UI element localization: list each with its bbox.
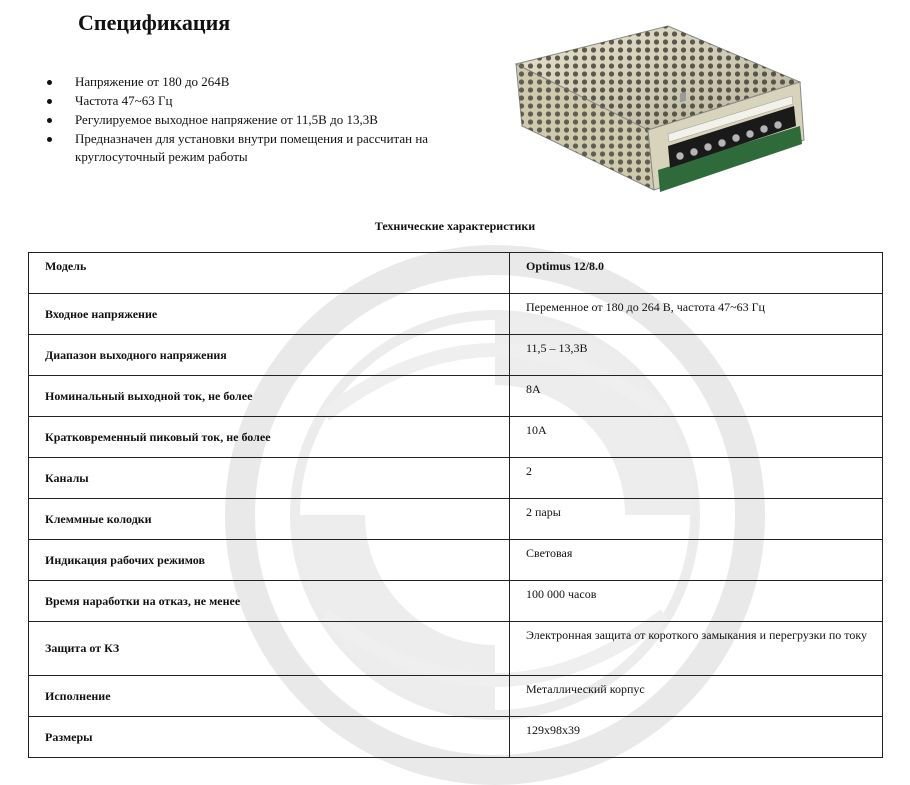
- spec-value: Optimus 12/8.0: [510, 253, 883, 294]
- table-row: [29, 376, 883, 417]
- spec-value: Электронная защита от короткого замыкания и перегрузки по току: [510, 622, 883, 676]
- spec-label: Время наработки на отказ, не менее: [29, 581, 510, 622]
- table-row: [29, 294, 883, 335]
- spec-label: Модель: [29, 253, 510, 294]
- spec-label: Защита от КЗ: [29, 622, 510, 676]
- page-title: Спецификация: [78, 10, 231, 35]
- spec-value: 10А: [510, 417, 883, 458]
- power-supply-image: [508, 22, 808, 208]
- spec-value: 2: [510, 458, 883, 499]
- table-row: [29, 417, 883, 458]
- spec-label: Входное напряжение: [29, 294, 510, 335]
- table-row: [29, 676, 883, 717]
- feature-list: [45, 73, 445, 167]
- table-row: [29, 717, 883, 758]
- spec-value: Переменное от 180 до 264 В, частота 47~63 Гц: [510, 294, 883, 335]
- spec-label: Номинальный выходной ток, не более: [29, 376, 510, 417]
- table-row: [29, 499, 883, 540]
- spec-value: 11,5 – 13,3В: [510, 335, 883, 376]
- spec-label: Размеры: [29, 717, 510, 758]
- spec-label: Клеммные колодки: [29, 499, 510, 540]
- table-caption: Технические характеристики: [374, 219, 536, 233]
- spec-value: 2 пары: [510, 499, 883, 540]
- feature-item: Частота 47~63 Гц: [45, 92, 445, 110]
- spec-label: Каналы: [29, 458, 510, 499]
- table-row: [29, 335, 883, 376]
- table-row: [29, 581, 883, 622]
- spec-value: Металлический корпус: [510, 676, 883, 717]
- table-row: [29, 622, 883, 676]
- spec-label: Исполнение: [29, 676, 510, 717]
- spec-label: Кратковременный пиковый ток, не более: [29, 417, 510, 458]
- spec-label: Индикация рабочих режимов: [29, 540, 510, 581]
- spec-value: 129х98х39: [510, 717, 883, 758]
- feature-item: Регулируемое выходное напряжение от 11,5В до 13,3В: [45, 111, 445, 129]
- feature-item: Предназначен для установки внутри помещения и рассчитан на круглосуточный режим работы: [45, 130, 445, 166]
- table-row: [29, 540, 883, 581]
- feature-item: Напряжение от 180 до 264В: [45, 73, 445, 91]
- table-row: [29, 458, 883, 499]
- spec-table: [28, 252, 883, 758]
- spec-value: 8А: [510, 376, 883, 417]
- table-row: [29, 253, 883, 294]
- spec-label: Диапазон выходного напряжения: [29, 335, 510, 376]
- spec-value: 100 000 часов: [510, 581, 883, 622]
- spec-value: Световая: [510, 540, 883, 581]
